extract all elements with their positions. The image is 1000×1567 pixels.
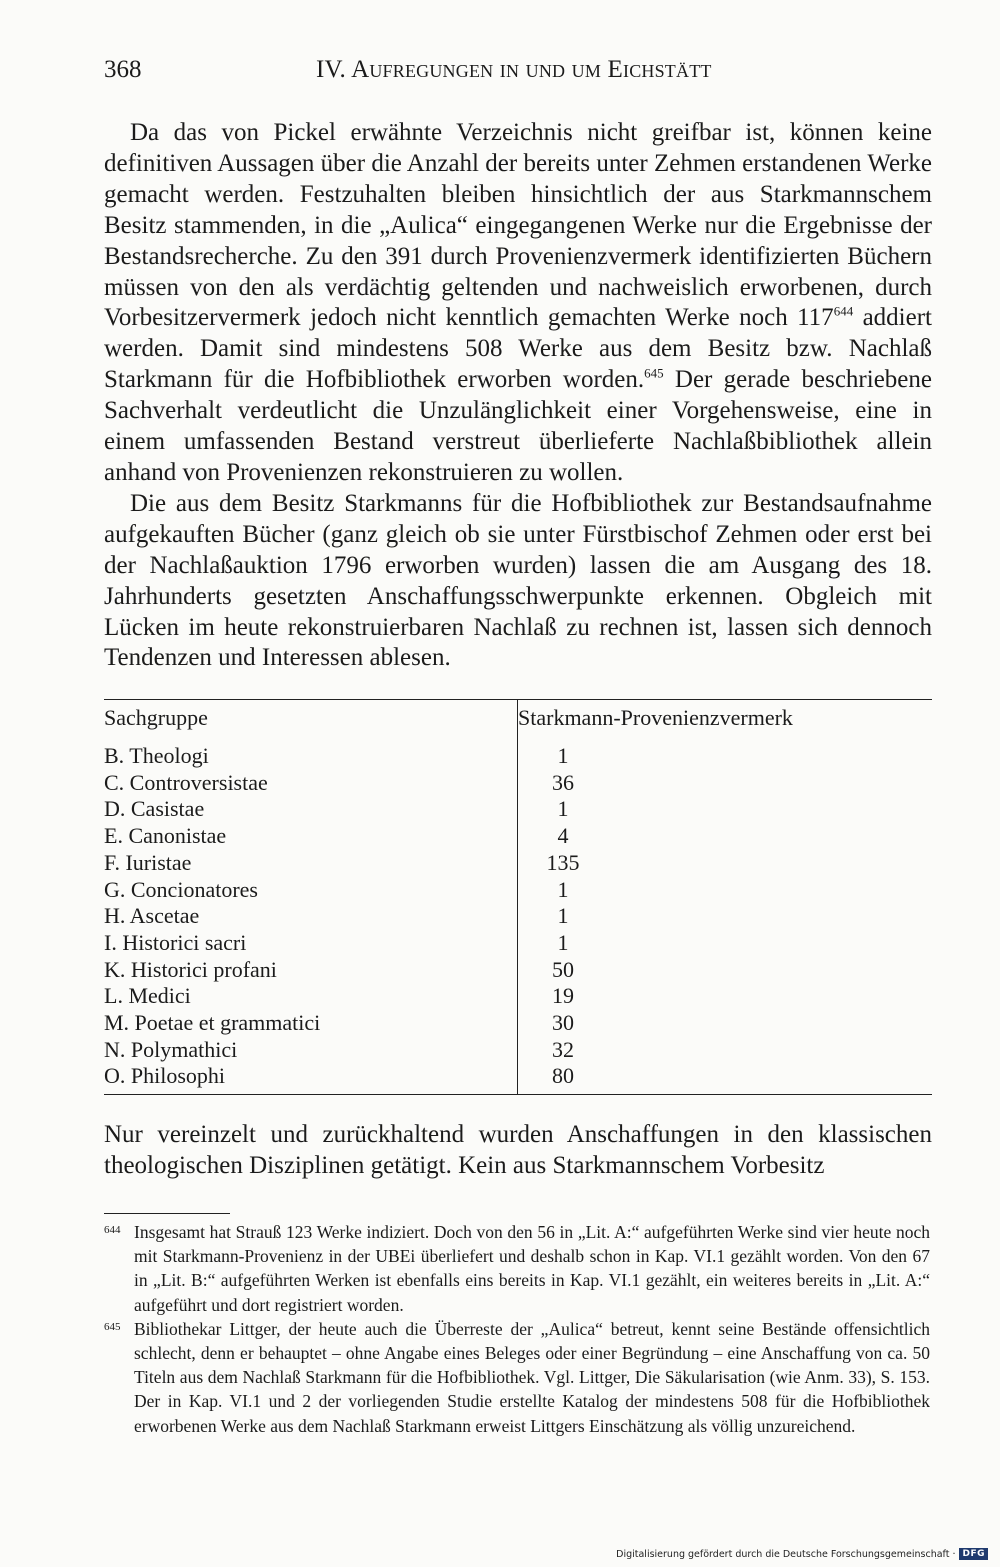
empty-cell — [608, 850, 932, 877]
sachgruppe-cell: N. Polymathici — [104, 1036, 238, 1062]
footnote-ref-645[interactable]: 645 — [644, 365, 664, 381]
table-row — [104, 850, 932, 877]
provenienz-count-cell: 80 — [518, 1063, 609, 1094]
footnote-644 — [104, 1220, 930, 1317]
table-row — [104, 796, 932, 823]
sachgruppe-cell: M. Poetae et grammatici — [104, 1010, 321, 1036]
sachgruppe-cell: B. Theologi — [104, 743, 209, 768]
empty-cell — [608, 957, 932, 984]
footnote-number: 645 — [104, 1320, 121, 1333]
sachgruppe-cell: H. Ascetae — [104, 903, 200, 929]
paragraph-1-part-3: Der gerade beschriebene Sachverhalt verdeutlicht die Unzulänglichkeit einer Vorgehensweise, eine in einem umfassenden Bestand verstreut überlieferte Nachlaßbibliothek allein anhand von Provenienzen rekonstruieren zu wollen. — [104, 366, 932, 486]
provenienz-count-cell: 135 — [518, 850, 609, 877]
provenienz-count-cell: 32 — [518, 1037, 609, 1064]
table-row — [104, 743, 932, 770]
table-row — [104, 930, 932, 957]
paragraph-2: Die aus dem Besitz Starkmanns für die Hofbibliothek zur Bestandsaufnahme aufgekauften Bücher (ganz gleich ob sie unter Fürstbischof Zehmen oder erst bei der Nachlaßauktion 1796 erworben wurden) lassen die am Ausgang des 18. Jahrhunderts gesetzten Anschaffungsschwerpunkte erkennen. Obgleich mit Lücken im heute rekonstruierbaren Nachlaß zu rechnen ist, lassen sich dennoch Tendenzen und Interessen ablesen. — [104, 489, 932, 672]
paragraph-1 — [104, 118, 932, 489]
running-head: IV. Aufregungen in und um Eichstätt — [316, 56, 712, 83]
empty-cell — [608, 903, 932, 930]
main-text — [104, 118, 932, 674]
provenienz-count-cell: 1 — [518, 877, 609, 904]
sachgruppe-cell: K. Historici profani — [104, 956, 277, 982]
footnote-number: 644 — [104, 1224, 121, 1236]
table-row — [104, 957, 932, 984]
empty-cell — [608, 930, 932, 957]
empty-cell — [608, 743, 932, 770]
table-header-row — [104, 700, 932, 744]
table-row — [104, 770, 932, 797]
provenienz-count-cell: 4 — [518, 823, 609, 850]
paragraph-1-part-2: addiert werden. Damit sind mindestens 508 Werke aus dem Besitz bzw. Nachlaß Starkmann für die Hofbibliothek erworben worden. — [104, 304, 932, 394]
page-number: 368 — [104, 56, 142, 83]
holdings-table — [104, 699, 932, 1095]
empty-cell — [608, 796, 932, 823]
footnotes — [104, 1220, 930, 1438]
continuing-text — [104, 1120, 932, 1182]
sachgruppe-cell: E. Canonistae — [104, 823, 227, 849]
table-row — [104, 1010, 932, 1037]
table-row — [104, 903, 932, 930]
table-row — [104, 1063, 932, 1094]
sachgruppe-cell: L. Medici — [104, 983, 191, 1009]
sachgruppe-cell: D. Casistae — [104, 796, 205, 822]
dfg-logo: DFG — [959, 1548, 988, 1560]
sachgruppe-cell: I. Historici sacri — [104, 929, 247, 955]
column-header-sachgruppe: Sachgruppe — [104, 700, 518, 744]
table-row — [104, 877, 932, 904]
empty-cell — [608, 1037, 932, 1064]
footnote-text: Insgesamt hat Strauß 123 Werke indiziert. Doch von den 56 in „Lit. A:“ aufgeführten Werke sind vier heute noch mit Starkmann-Provenienz in der UBEi überliefert und deshalb schon in Kap. VI.1 gezählt worden. Von den 67 in „Lit. B:“ aufgeführten Werken ist ebenfalls eins bereits in Kap. VI.1 gezählt, ein weiteres bereits in „Lit. A:“ aufgeführt und dort registriert worden. — [134, 1222, 930, 1315]
paragraph-1-part-1: Da das von Pickel erwähnte Verzeichnis nicht greifbar ist, können keine definitiven Aussagen über die Anzahl der bereits unter Zehmen erstandenen Werke gemacht werden. Festzuhalten bleiben hinsichtlich der aus Starkmannschem Besitz stammenden, in die „Aulica“ eingegangenen Werke nur die Ergebnisse der Bestandsrecherche. Zu den 391 durch Provenienzvermerk identifizierten Büchern müssen von den als verdächtig geltenden und nachweislich erworbenen, durch Vorbesitzervermerk jedoch nicht kenntlich gemachten Werke noch 117 — [104, 119, 932, 332]
footnote-divider — [104, 1213, 230, 1214]
footnote-text: Bibliothekar Littger, der heute auch die Überreste der „Aulica“ betreut, kennt seine Bestände offensichtlich schlecht, denn er behauptet – ohne Angabe eines Beleges oder einer Begründung – eine Anschaffung von ca. 50 Titeln aus dem Nachlaß Starkmann für die Hofbibliothek. Vgl. Littger, Die Säkularisation (wie Anm. 33), S. 153. Der in Kap. VI.1 und 2 der vorliegenden Studie erstellte Katalog der mindestens 508 für die Hofbibliothek erworbenen Werke aus dem Nachlaß Starkmann erweist Littgers Einschätzung als völlig unzureichend. — [134, 1318, 930, 1436]
footnote-645 — [104, 1317, 930, 1438]
digitization-credit — [616, 1548, 988, 1560]
provenienz-count-cell: 1 — [518, 743, 609, 770]
empty-cell — [608, 877, 932, 904]
footnote-ref-644[interactable]: 644 — [833, 304, 854, 320]
empty-cell — [608, 1063, 932, 1094]
credit-text: Digitalisierung gefördert durch die Deutsche Forschungsgemeinschaft · — [616, 1548, 956, 1560]
provenienz-count-cell: 50 — [518, 957, 609, 984]
empty-cell — [608, 1010, 932, 1037]
table-row — [104, 823, 932, 850]
provenienz-count-cell: 36 — [518, 770, 609, 797]
provenienz-count-cell: 30 — [518, 1010, 609, 1037]
empty-cell — [608, 770, 932, 797]
table-row — [104, 1037, 932, 1064]
table-row — [104, 983, 932, 1010]
provenienz-count-cell: 1 — [518, 796, 609, 823]
provenienz-count-cell: 1 — [518, 903, 609, 930]
sachgruppe-cell: O. Philosophi — [104, 1063, 518, 1094]
provenienz-count-cell: 1 — [518, 930, 609, 957]
empty-cell — [608, 983, 932, 1010]
provenienz-count-cell: 19 — [518, 983, 609, 1010]
empty-cell — [608, 823, 932, 850]
page-header — [104, 56, 930, 90]
column-header-provenienz: Starkmann-Provenienzvermerk — [518, 700, 933, 744]
sachgruppe-cell: G. Concionatores — [104, 876, 258, 902]
paragraph-3: Nur vereinzelt und zurückhaltend wurden Anschaffungen in den klassischen theologischen Disziplinen getätigt. Kein aus Starkmannschem Vorbesitz — [104, 1121, 932, 1179]
sachgruppe-cell: C. Controversistae — [104, 769, 268, 795]
sachgruppe-cell: F. Iuristae — [104, 849, 192, 875]
